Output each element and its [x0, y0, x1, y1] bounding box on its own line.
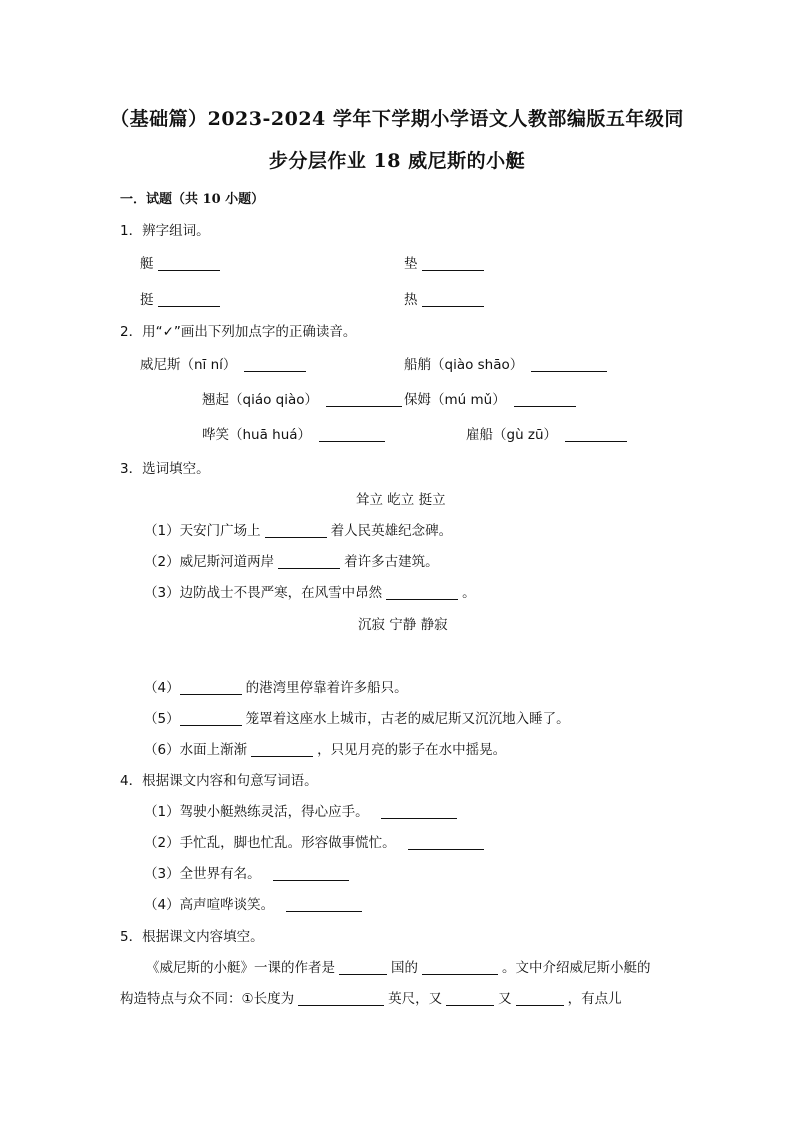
document-title-line2: 步分层作业 18 威尼斯的小艇	[268, 150, 526, 172]
answer-blank[interactable]	[422, 292, 484, 307]
q4-item: （4）高声喧哗谈笑。	[144, 893, 366, 913]
q3-sentence: （3）边防战士不畏严寒，在风雪中昂然 。	[144, 585, 476, 601]
answer-blank[interactable]	[158, 292, 220, 307]
answer-blank[interactable]	[565, 427, 627, 442]
answer-blank[interactable]	[339, 960, 387, 975]
q3-sentence: （4） 的港湾里停靠着许多船只。	[144, 680, 408, 696]
answer-blank[interactable]	[319, 427, 385, 442]
answer-blank[interactable]	[516, 991, 564, 1006]
q2-word: 哗笑（huā huá）	[202, 427, 312, 443]
q3-sentence: （2）威尼斯河道两岸 着许多古建筑。	[144, 554, 439, 570]
q3-word-bank-2: 沉寂 宁静 静寂	[358, 617, 448, 633]
section-heading: 一．试题（共 10 小题）	[120, 192, 265, 207]
q2-item	[140, 353, 310, 373]
q1-item	[140, 252, 224, 272]
answer-blank[interactable]	[278, 554, 340, 569]
q2-item	[466, 423, 631, 443]
q1-char: 热	[404, 292, 418, 308]
q4-stem: 4．根据课文内容和句意写词语。	[120, 773, 318, 789]
answer-blank[interactable]	[326, 392, 402, 407]
q2-word: 保姆（mú mǔ）	[404, 392, 506, 408]
answer-blank[interactable]	[180, 711, 242, 726]
q3-sentence: （5） 笼罩着这座水上城市，古老的威尼斯又沉沉地入睡了。	[144, 711, 570, 727]
q1-item	[404, 288, 488, 308]
q2-word: 雇船（gù zū）	[466, 427, 558, 443]
q1-char: 挺	[140, 292, 154, 308]
q2-item	[404, 388, 580, 408]
q4-item: （1）驾驶小艇熟练灵活，得心应手。	[144, 800, 461, 820]
answer-blank[interactable]	[251, 742, 313, 757]
q3-sentence: （6）水面上渐渐 ，只见月亮的影子在水中摇晃。	[144, 742, 507, 758]
q3-sentence: （1）天安门广场上 着人民英雄纪念碑。	[144, 523, 453, 539]
document-title-line1: （基础篇）2023-2024 学年下学期小学语文人教部编版五年级同	[110, 108, 684, 130]
q4-item: （2）手忙乱，脚也忙乱。形容做事慌忙。	[144, 831, 488, 851]
q2-word: 船艄（qiào shāo）	[404, 357, 524, 373]
answer-blank[interactable]	[244, 357, 306, 372]
answer-blank[interactable]	[422, 960, 498, 975]
answer-blank[interactable]	[386, 585, 458, 600]
answer-blank[interactable]	[180, 680, 242, 695]
q2-word: 威尼斯（nī ní）	[140, 357, 237, 373]
answer-blank[interactable]	[298, 991, 384, 1006]
answer-blank[interactable]	[422, 256, 484, 271]
q5-paragraph-line1: 《威尼斯的小艇》一课的作者是 国的 。文中介绍威尼斯小艇的	[146, 960, 651, 976]
answer-blank[interactable]	[381, 804, 457, 819]
answer-blank[interactable]	[408, 835, 484, 850]
q1-item	[140, 288, 224, 308]
q4-item: （3）全世界有名。	[144, 862, 353, 882]
answer-blank[interactable]	[446, 991, 494, 1006]
q3-stem: 3．选词填空。	[120, 461, 210, 477]
q1-stem: 1．辨字组词。	[120, 223, 210, 239]
answer-blank[interactable]	[158, 256, 220, 271]
q1-char: 垫	[404, 256, 418, 272]
answer-blank[interactable]	[531, 357, 607, 372]
q1-char: 艇	[140, 256, 154, 272]
q5-paragraph-line2: 构造特点与众不同：①长度为 英尺，又 又 ，有点儿	[120, 991, 622, 1007]
q3-word-bank-1: 耸立 屹立 挺立	[356, 492, 446, 508]
q2-item	[202, 388, 406, 408]
q2-stem: 2．用“✓”画出下列加点字的正确读音。	[120, 324, 357, 340]
q2-word: 翘起（qiáo qiào）	[202, 392, 318, 408]
answer-blank[interactable]	[265, 523, 327, 538]
answer-blank[interactable]	[514, 392, 576, 407]
q2-item	[404, 353, 611, 373]
q5-stem: 5．根据课文内容填空。	[120, 929, 264, 945]
q2-item	[202, 423, 389, 443]
answer-blank[interactable]	[273, 866, 349, 881]
answer-blank[interactable]	[286, 897, 362, 912]
q1-item	[404, 252, 488, 272]
